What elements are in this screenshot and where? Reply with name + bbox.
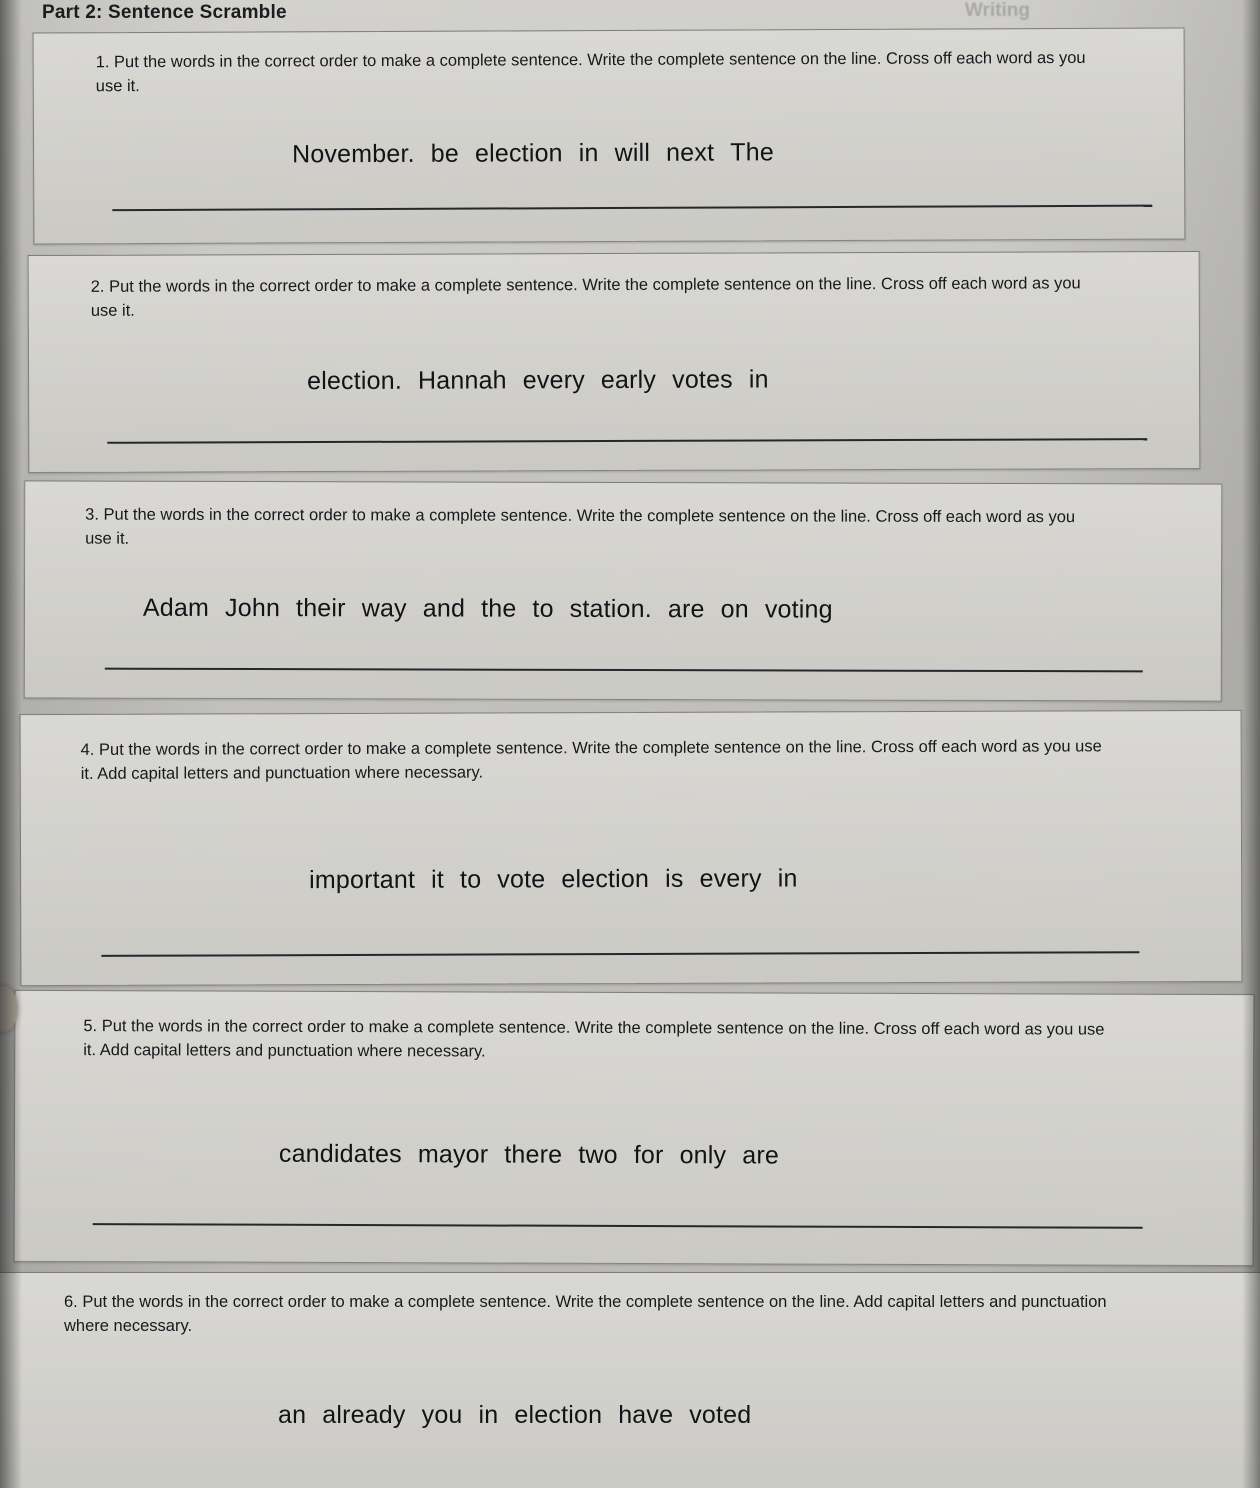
page-header bbox=[0, 0, 1260, 26]
scramble-word[interactable]: and bbox=[422, 594, 466, 623]
question-4-scramble bbox=[309, 864, 814, 895]
question-6-prompt bbox=[64, 1291, 1134, 1339]
question-block-6 bbox=[0, 1272, 1260, 1488]
question-2-number: 2. bbox=[90, 277, 105, 296]
faded-corner-text: Writing bbox=[964, 0, 1030, 21]
question-2-scramble bbox=[307, 365, 785, 396]
question-5-number: 5. bbox=[83, 1017, 98, 1036]
question-block-3 bbox=[24, 480, 1223, 701]
question-3-instructions: Put the words in the correct order to make a complete sentence. Write the complete sentence on the line. Cross off each word as you use it. bbox=[85, 505, 1076, 548]
scramble-word[interactable]: John bbox=[225, 593, 281, 623]
scramble-word[interactable]: to bbox=[459, 865, 482, 894]
scramble-word[interactable]: in bbox=[478, 1401, 499, 1429]
scramble-word[interactable]: in bbox=[777, 864, 798, 893]
scramble-word[interactable]: Adam bbox=[142, 593, 210, 622]
scramble-word[interactable]: it bbox=[431, 865, 445, 894]
scramble-word[interactable]: important bbox=[309, 865, 416, 895]
scramble-word[interactable]: be bbox=[430, 139, 460, 168]
question-5-instructions: Put the words in the correct order to make a complete sentence. Write the complete sentence on the line. Cross off each word as you use it. Add capital letters and punctuation where necessary. bbox=[83, 1017, 1105, 1061]
scramble-word[interactable]: there bbox=[504, 1140, 563, 1169]
question-1-answer-line[interactable] bbox=[112, 205, 1152, 212]
scramble-word[interactable]: Hannah bbox=[417, 366, 507, 395]
scramble-word[interactable]: their bbox=[296, 594, 346, 623]
scramble-word[interactable]: early bbox=[600, 365, 657, 395]
scramble-word[interactable]: you bbox=[421, 1401, 463, 1429]
question-2-prompt bbox=[91, 272, 1106, 323]
question-1-scramble bbox=[292, 138, 790, 169]
scramble-word[interactable]: every bbox=[522, 366, 585, 395]
question-block-1 bbox=[33, 27, 1186, 244]
scramble-word[interactable]: candidates bbox=[278, 1139, 402, 1169]
scramble-word[interactable]: November. bbox=[292, 139, 415, 169]
question-1-number: 1. bbox=[95, 53, 110, 72]
question-5-scramble bbox=[279, 1140, 795, 1171]
scramble-word[interactable]: is bbox=[665, 864, 684, 893]
page-title: Part 2: Sentence Scramble bbox=[42, 2, 287, 23]
scramble-word[interactable]: in bbox=[748, 365, 769, 394]
scramble-word[interactable]: are bbox=[667, 595, 705, 624]
scramble-word[interactable]: election. bbox=[307, 366, 403, 396]
scramble-word[interactable]: for bbox=[633, 1140, 664, 1170]
scramble-word[interactable]: every bbox=[699, 864, 762, 893]
scramble-word[interactable]: election bbox=[474, 139, 563, 168]
scramble-word[interactable]: station. bbox=[569, 594, 652, 624]
question-3-answer-line[interactable] bbox=[105, 668, 1143, 673]
scramble-word[interactable]: the bbox=[481, 594, 517, 623]
scramble-word[interactable]: to bbox=[532, 594, 554, 623]
question-4-answer-line[interactable] bbox=[101, 951, 1139, 957]
scramble-word[interactable]: election bbox=[514, 1401, 603, 1429]
question-1-prompt bbox=[96, 47, 1106, 99]
scramble-word[interactable]: will bbox=[614, 138, 651, 167]
scramble-word[interactable]: have bbox=[618, 1401, 674, 1429]
question-block-5 bbox=[14, 990, 1255, 1266]
question-2-answer-line[interactable] bbox=[107, 438, 1147, 444]
question-4-prompt bbox=[81, 735, 1103, 786]
question-2-instructions: Put the words in the correct order to make a complete sentence. Write the complete sentence on the line. Cross off each word as you use it. bbox=[90, 274, 1081, 320]
scramble-word[interactable]: vote bbox=[497, 865, 546, 894]
question-3-scramble bbox=[143, 594, 849, 625]
scramble-word[interactable]: way bbox=[361, 594, 407, 623]
question-5-prompt bbox=[83, 1015, 1105, 1066]
question-6-instructions: Put the words in the correct order to make a complete sentence. Write the complete sentence on the line. Add capital letters and punctuation where necessary. bbox=[64, 1293, 1107, 1335]
question-block-4 bbox=[20, 710, 1243, 986]
scramble-word[interactable]: are bbox=[742, 1141, 780, 1170]
question-6-scramble bbox=[278, 1401, 767, 1430]
question-3-number: 3. bbox=[85, 505, 99, 524]
question-block-2 bbox=[28, 251, 1201, 473]
question-3-prompt bbox=[85, 504, 1105, 555]
question-1-instructions: Put the words in the correct order to make a complete sentence. Write the complete sentence on the line. Cross off each word as you use it. bbox=[95, 48, 1086, 96]
scramble-word[interactable]: only bbox=[679, 1141, 727, 1170]
question-4-instructions: Put the words in the correct order to make a complete sentence. Write the complete sentence on the line. Cross off each word as you use it. Add capital letters and punctuation where necessary. bbox=[80, 737, 1102, 783]
scramble-word[interactable]: votes bbox=[672, 365, 733, 394]
scramble-word[interactable]: an bbox=[278, 1401, 307, 1429]
scramble-word[interactable]: election bbox=[561, 864, 650, 894]
question-4-number: 4. bbox=[80, 740, 95, 759]
scramble-word[interactable]: two bbox=[578, 1140, 618, 1169]
question-5-answer-line[interactable] bbox=[93, 1223, 1143, 1229]
scramble-word[interactable]: next bbox=[666, 138, 715, 167]
scramble-word[interactable]: already bbox=[322, 1401, 406, 1429]
scramble-word[interactable]: on bbox=[720, 595, 749, 624]
scramble-word[interactable]: voted bbox=[689, 1401, 752, 1429]
scramble-word[interactable]: voting bbox=[764, 595, 833, 624]
question-6-number: 6. bbox=[64, 1293, 78, 1311]
scramble-word[interactable]: The bbox=[730, 138, 774, 167]
scramble-word[interactable]: mayor bbox=[417, 1140, 489, 1169]
scramble-word[interactable]: in bbox=[578, 139, 599, 168]
